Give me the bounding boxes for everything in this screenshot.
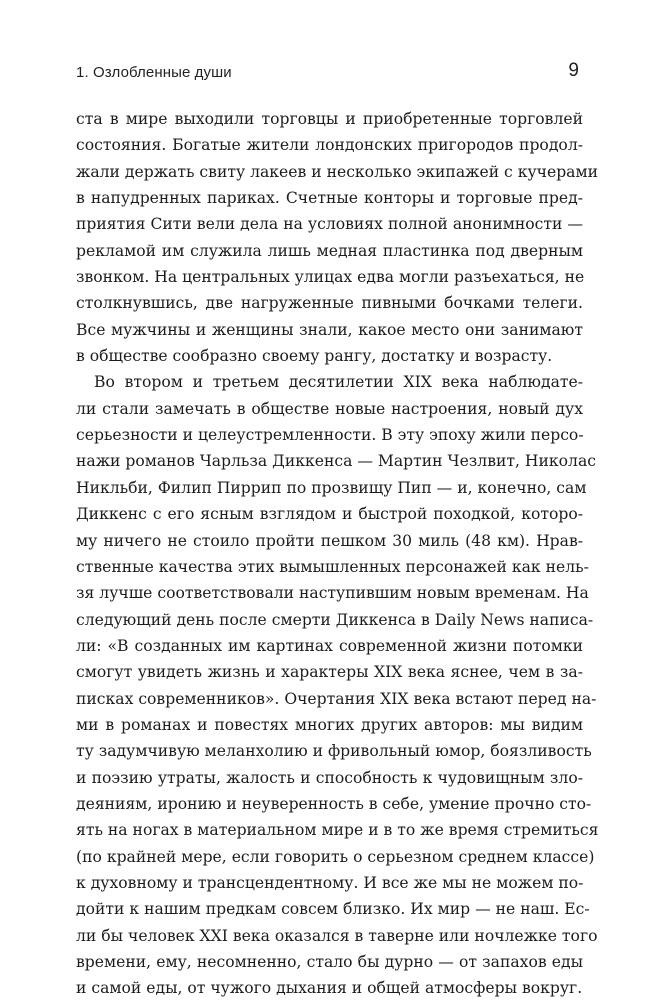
- paragraph-1: [76, 106, 598, 369]
- text-line: рекламой им служила лишь медная пластинка под дверным: [76, 241, 583, 260]
- text-line: Во втором и третьем десятилетии XIX века наблюдате-: [94, 373, 583, 392]
- text-line: Все мужчины и женщины знали, какое место они занимают: [76, 320, 583, 339]
- text-line: Диккенс с его ясным взглядом и быстрой походкой, которо-: [76, 505, 583, 524]
- text-line: (по крайней мере, если говорить о серьезном среднем классе): [76, 847, 595, 866]
- text-line: ственные качества этих вымышленных персонажей как нель-: [76, 557, 589, 576]
- text-line: нажи романов Чарльза Диккенса — Мартин Чезлвит, Николас: [76, 452, 596, 471]
- text-line: ста в мире выходили торговцы и приобретенные торговлей: [76, 110, 583, 128]
- paragraph-2: [76, 369, 599, 1001]
- body-text: [76, 106, 599, 1002]
- text-line: ту задумчивую меланхолию и фривольный юмор, боязливость: [76, 742, 592, 761]
- text-line: состояния. Богатые жители лондонских пригородов продол-: [76, 136, 583, 155]
- text-line: и самой еды, от чужого дыхания и общей атмосферы вокруг.: [76, 979, 583, 998]
- text-line: ли бы человек XXI века оказался в таверне или ночлежке того: [76, 926, 598, 945]
- text-line: к духовному и трансцендентному. И все же мы не можем по-: [76, 873, 584, 892]
- text-line: ли стали замечать в обществе новые настроения, новый дух: [76, 399, 583, 418]
- text-line: писках современников». Очертания XIX века встают перед на-: [76, 689, 597, 708]
- text-line: смогут увидеть жизнь и характеры XIX века яснее, чем в за-: [76, 663, 583, 682]
- text-line: в напудренных париках. Счетные конторы и торговые пред-: [76, 189, 583, 208]
- text-line: ять на ногах в материальном мире и в то же время стремиться: [76, 821, 599, 840]
- text-line: ли: «В созданных им картинах современной жизни потомки: [76, 636, 583, 655]
- text-line: ми в романах и повестях многих других авторов: мы видим: [76, 715, 583, 734]
- text-line: дойти к нашим предкам совсем близко. Их мир — не наш. Ес-: [76, 900, 590, 919]
- text-line: приятия Сити вели дела на условиях полной анонимности —: [76, 215, 583, 234]
- text-line: серьезности и целеустремленности. В эту эпоху жили персо-: [76, 426, 584, 445]
- text-line: столкнувшись, две нагруженные пивными бочками телеги.: [76, 294, 583, 313]
- text-line: деяниям, иронию и неуверенность в себе, умение прочно сто-: [76, 794, 592, 813]
- text-line: звонком. На центральных улицах едва могли разъехаться, не: [76, 268, 585, 287]
- text-line: времени, ему, несомненно, стало бы дурно — от запахов еды: [76, 953, 583, 971]
- page-number: 9: [568, 60, 579, 81]
- running-head-title: 1. Озлобленные души: [76, 64, 232, 81]
- text-line: следующий день после смерти Диккенса в Daily News написа-: [76, 610, 594, 629]
- text-line: в обществе сообразно своему рангу, достатку и возрасту.: [76, 347, 553, 366]
- text-line: Никльби, Филип Пиррип по прозвищу Пип — и, конечно, сам: [76, 478, 587, 497]
- text-line: и поэзию утраты, жалость и способность к чудовищным зло-: [76, 768, 583, 787]
- text-line: зя лучше соответствовали наступившим новым временам. На: [76, 584, 589, 603]
- text-line: му ничего не стоило пройти пешком 30 миль (48 км). Нрав-: [76, 531, 583, 550]
- text-line: жали держать свиту лакеев и несколько экипажей с кучерами: [76, 162, 598, 181]
